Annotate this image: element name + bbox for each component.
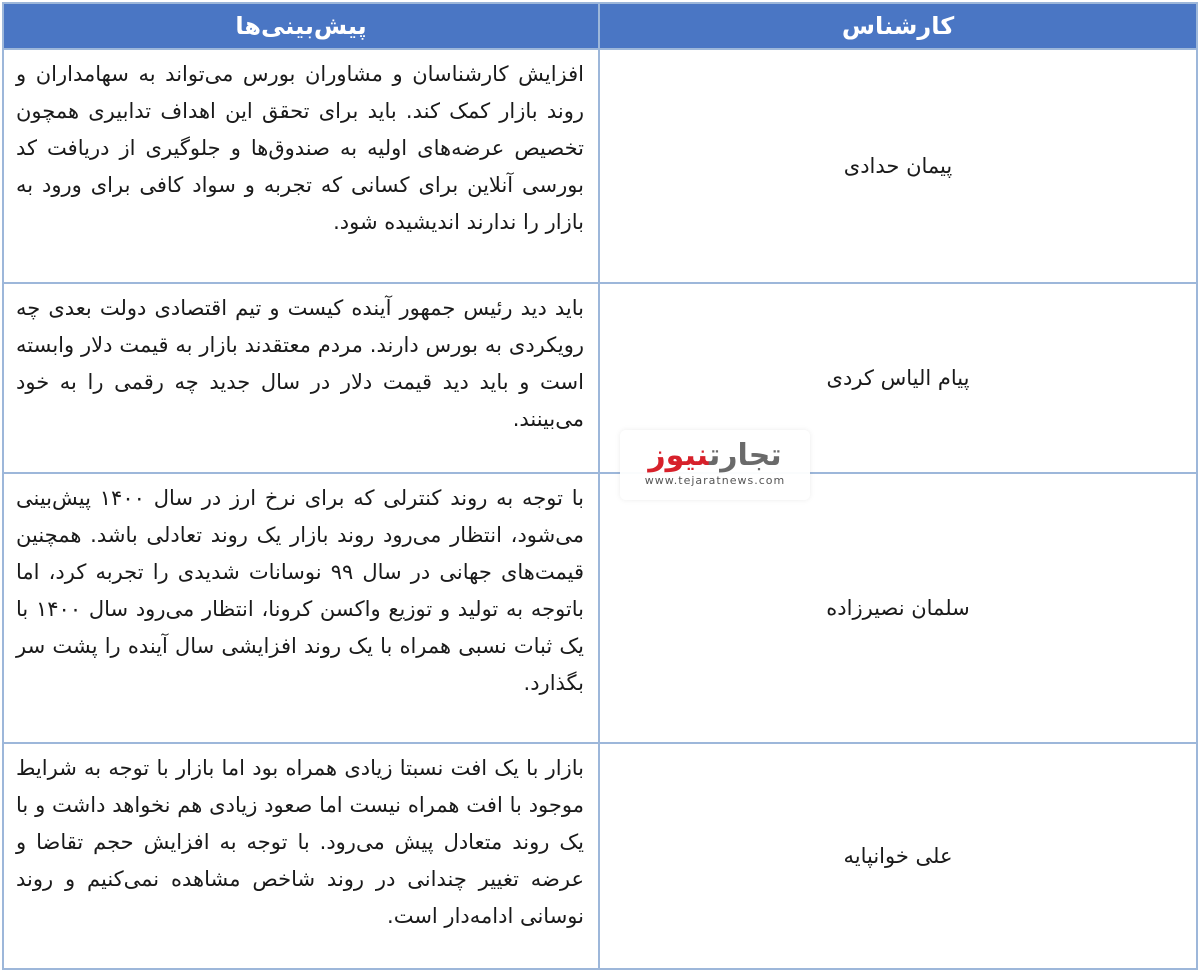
prediction-text: باید دید رئیس جمهور آینده کیست و تیم اقتصادی دولت بعدی چه رویکردی به بورس دارند. مردم معتقدند بازار به قیمت دلار وابسته است و باید دید قیمت دلار در سال جدید چه رقمی را به خود می‌بینند. bbox=[3, 283, 599, 473]
tejarat-news-watermark bbox=[620, 430, 810, 500]
prediction-text: بازار با یک افت نسبتا زیادی همراه بود اما بازار با توجه به شرایط موجود با افت همراه نیست اما صعود زیادی هم نخواهد داشت و با یک روند متعادل پیش می‌رود. با توجه به افزایش حجم تقاضا و عرضه تغییر چندانی در روند شاخص مشاهده نمی‌کنیم و روند نوسانی ادامه‌دار است. bbox=[3, 743, 599, 969]
expert-name: پیمان حدادی bbox=[599, 49, 1197, 283]
header-predictions: پیش‌بینی‌ها bbox=[3, 3, 599, 49]
header-expert: کارشناس bbox=[599, 3, 1197, 49]
expert-name: سلمان نصیرزاده bbox=[599, 473, 1197, 743]
expert-name: علی خوانپایه bbox=[599, 743, 1197, 969]
table-row bbox=[3, 49, 1197, 283]
prediction-text: افزایش کارشناسان و مشاوران بورس می‌تواند به سهامداران و روند بازار کمک کند. باید برای تحقق این اهداف تدابیری همچون تخصیص عرضه‌های اولیه به صندوق‌ها و جلوگیری از دریافت کد بورسی آنلاین برای کسانی که تجربه و سواد کافی برای ورود به بازار را ندارند اندیشیده شود. bbox=[3, 49, 599, 283]
watermark-name-part1: تجارت bbox=[708, 438, 782, 473]
table-row bbox=[3, 283, 1197, 473]
watermark-name-part2: نیوز bbox=[648, 438, 709, 473]
table-row bbox=[3, 743, 1197, 969]
prediction-text: با توجه به روند کنترلی که برای نرخ ارز در سال ۱۴۰۰ پیش‌بینی می‌شود، انتظار می‌رود روند بازار یک روند تعادلی باشد. همچنین قیمت‌های جهانی در سال ۹۹ نوسانات شدیدی را تجربه کرد، اما باتوجه به تولید و توزیع واکسن کرونا، انتظار می‌رود سال ۱۴۰۰ با یک ثبات نسبی همراه با یک روند افزایشی سال آینده را پشت سر بگذارد. bbox=[3, 473, 599, 743]
experts-predictions-table bbox=[2, 2, 1198, 970]
watermark-logo-text bbox=[620, 438, 810, 474]
watermark-url: www.tejaratnews.com bbox=[644, 474, 786, 487]
header-row bbox=[3, 3, 1197, 49]
expert-name: پیام الیاس کردی bbox=[599, 283, 1197, 473]
table-row bbox=[3, 473, 1197, 743]
